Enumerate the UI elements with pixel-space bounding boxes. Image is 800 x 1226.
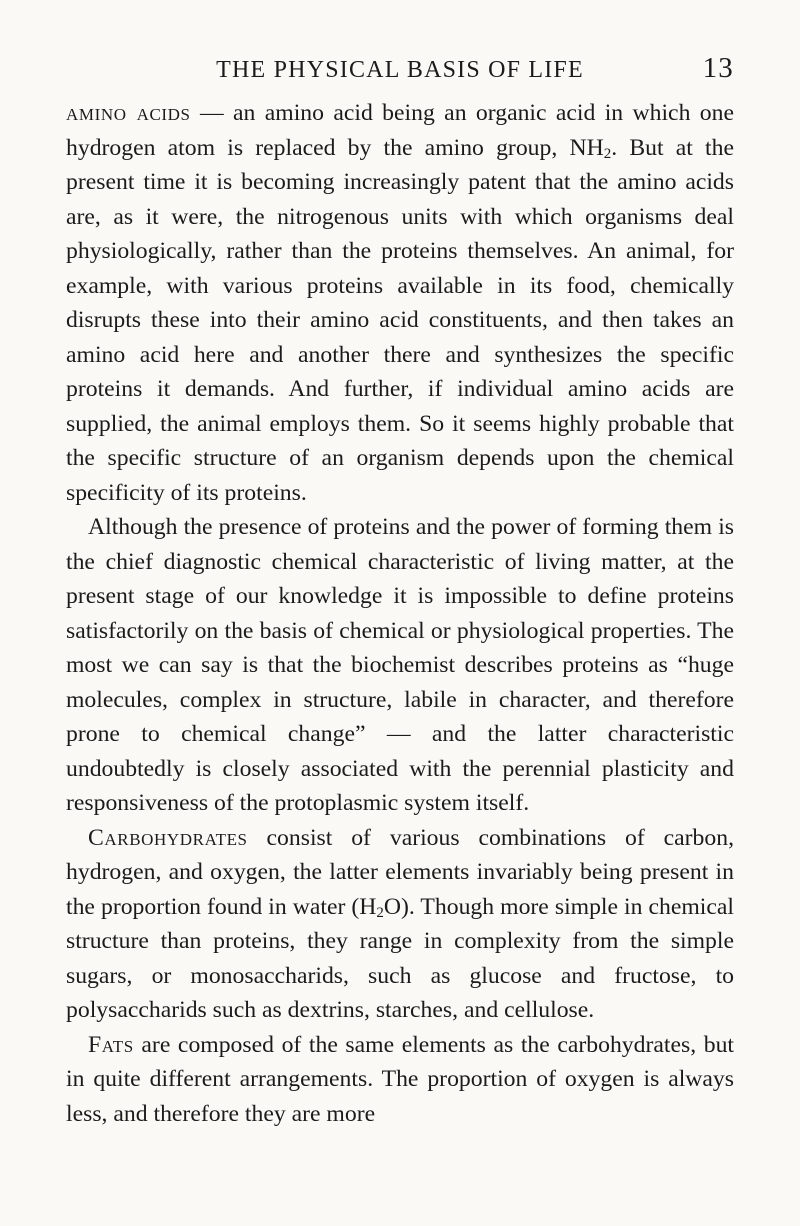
page-number: 13 — [702, 52, 734, 84]
subscript: 2 — [603, 145, 612, 162]
paragraph-amino-acids — [66, 96, 734, 510]
paragraph-proteins-definition — [66, 510, 734, 821]
term-carbohydrates: Carbohydrates — [88, 824, 248, 851]
paragraph-text: O). Though more simple in chemical structure than proteins, they range in complexity from the simple sugars, or monosaccharids, such as glucose and fructose, to polysaccharids such as dextrins, starches, and cellulose. — [66, 893, 734, 1023]
paragraph-text: consist of various combinations of carbon, hydrogen, and oxygen, the latter elements invariably being present in the proportion found in water (H — [66, 824, 734, 920]
paragraph-text: Although the presence of proteins and the power of forming them is the chief diagnostic chemical characteristic of living matter, at the present stage of our knowledge it is impossible to define proteins satisfactorily on the basis of chemical or physiological properties. The most we can say is that the biochemist describes proteins as “huge molecules, complex in structure, labile in character, and therefore prone to chemical change” — and the latter characteristic undoubtedly is closely associated with the perennial plasticity and responsiveness of the protoplasmic system itself. — [66, 514, 734, 816]
term-amino-acids: amino acids — [66, 100, 191, 126]
paragraph-text: — an amino acid being an organic acid in which one hydrogen atom is replaced by the amino group, NH — [66, 100, 734, 161]
paragraph-carbohydrates — [66, 821, 734, 1028]
term-fats: Fats — [88, 1031, 134, 1058]
running-title: THE PHYSICAL BASIS OF LIFE — [216, 57, 584, 83]
paragraph-fats — [66, 1028, 734, 1132]
paragraph-text: are composed of the same elements as the carbohydrates, but in quite different arrangements. The proportion of oxygen is always less, and therefore they are more — [66, 1031, 734, 1127]
book-page — [66, 52, 734, 1131]
paragraph-text: . But at the present time it is becoming increasingly patent that the amino acids are, as it were, the nitrogenous units with which organisms deal physiologically, rather than the proteins themselves. An animal, for example, with various proteins available in its food, chemically disrupts these into their amino acid constituents, and then takes an amino acid here and another there and synthesizes the specific proteins it demands. And further, if individual amino acids are supplied, the animal employs them. So it seems highly probable that the specific structure of an organism depends upon the chemical specificity of its proteins. — [66, 134, 734, 506]
body-text — [66, 96, 734, 1131]
subscript: 2 — [376, 904, 384, 921]
running-head — [66, 52, 734, 96]
